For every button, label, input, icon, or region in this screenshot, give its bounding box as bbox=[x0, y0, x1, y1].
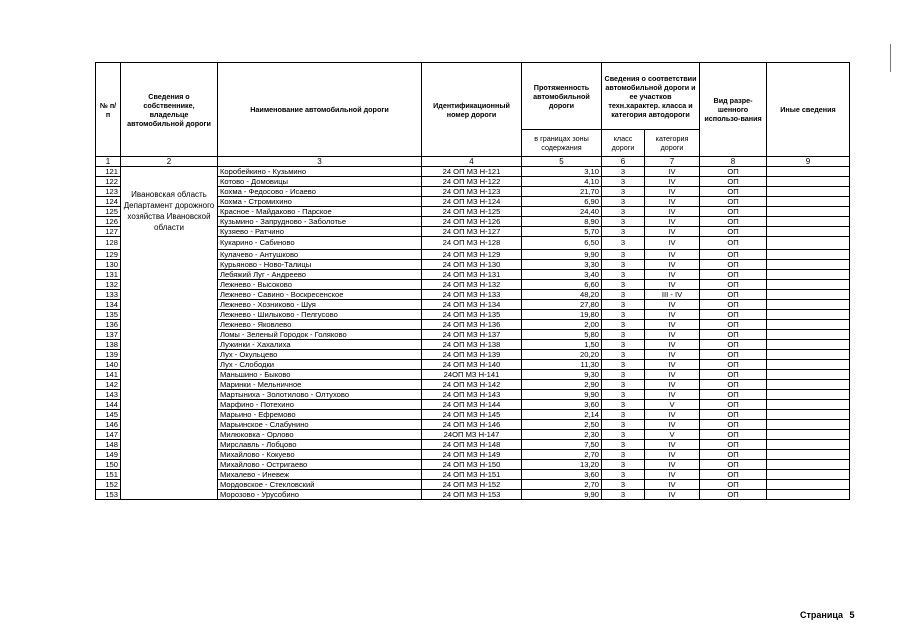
road-name: Кулачево - Антушково bbox=[218, 250, 422, 260]
road-use-type: ОП bbox=[700, 227, 767, 237]
row-number: 143 bbox=[96, 390, 121, 400]
road-name: Лежнево - Яковлево bbox=[218, 320, 422, 330]
road-id: 24 ОП МЗ Н-132 bbox=[422, 280, 522, 290]
column-number: 6 bbox=[602, 157, 645, 167]
road-name: Кузьмино - Запрудново - Заболотье bbox=[218, 217, 422, 227]
road-use-type: ОП bbox=[700, 177, 767, 187]
road-use-type: ОП bbox=[700, 490, 767, 500]
road-use-type: ОП bbox=[700, 470, 767, 480]
road-use-type: ОП bbox=[700, 320, 767, 330]
road-class: 3 bbox=[602, 217, 645, 227]
road-name: Маринки - Мельничное bbox=[218, 380, 422, 390]
road-name: Лежнево - Высоково bbox=[218, 280, 422, 290]
table-body bbox=[96, 167, 850, 500]
road-length: 2,00 bbox=[522, 320, 602, 330]
road-category: IV bbox=[645, 270, 700, 280]
road-id: 24 ОП МЗ Н-148 bbox=[422, 440, 522, 450]
other-info bbox=[767, 177, 850, 187]
road-use-type: ОП bbox=[700, 410, 767, 420]
row-number: 146 bbox=[96, 420, 121, 430]
row-number: 142 bbox=[96, 380, 121, 390]
road-use-type: ОП bbox=[700, 420, 767, 430]
road-class: 3 bbox=[602, 300, 645, 310]
other-info bbox=[767, 470, 850, 480]
road-use-type: ОП bbox=[700, 400, 767, 410]
road-use-type: ОП bbox=[700, 270, 767, 280]
other-info bbox=[767, 250, 850, 260]
road-class: 3 bbox=[602, 360, 645, 370]
road-category: V bbox=[645, 430, 700, 440]
road-use-type: ОП bbox=[700, 187, 767, 197]
road-id: 24 ОП МЗ Н-153 bbox=[422, 490, 522, 500]
road-name: Лух - Окульцево bbox=[218, 350, 422, 360]
road-length: 48,20 bbox=[522, 290, 602, 300]
header-col-owner: Сведения о собственнике, владельце автомобильной дороги bbox=[121, 63, 218, 157]
road-category: IV bbox=[645, 177, 700, 187]
road-class: 3 bbox=[602, 290, 645, 300]
road-name: Коробейкино - Кузьмино bbox=[218, 167, 422, 177]
road-id: 24 ОП МЗ Н-130 bbox=[422, 260, 522, 270]
road-id: 24 ОП МЗ Н-125 bbox=[422, 207, 522, 217]
other-info bbox=[767, 370, 850, 380]
other-info bbox=[767, 237, 850, 250]
road-use-type: ОП bbox=[700, 380, 767, 390]
road-use-type: ОП bbox=[700, 310, 767, 320]
row-number: 125 bbox=[96, 207, 121, 217]
road-name: Красное - Майдаково - Парское bbox=[218, 207, 422, 217]
other-info bbox=[767, 320, 850, 330]
road-name: Кохма - Стромихино bbox=[218, 197, 422, 207]
road-category: IV bbox=[645, 420, 700, 430]
column-number-row bbox=[96, 157, 850, 167]
road-class: 3 bbox=[602, 490, 645, 500]
road-id: 24 ОП МЗ Н-126 bbox=[422, 217, 522, 227]
road-class: 3 bbox=[602, 177, 645, 187]
row-number: 127 bbox=[96, 227, 121, 237]
road-name: Кукарино - Сабиново bbox=[218, 237, 422, 250]
road-name: Михайлово - Остригаево bbox=[218, 460, 422, 470]
header-col-road-name: Наименование автомобильной дороги bbox=[218, 63, 422, 157]
other-info bbox=[767, 197, 850, 207]
road-category: IV bbox=[645, 260, 700, 270]
other-info bbox=[767, 167, 850, 177]
road-id: 24ОП МЗ Н-147 bbox=[422, 430, 522, 440]
road-use-type: ОП bbox=[700, 300, 767, 310]
other-info bbox=[767, 490, 850, 500]
road-use-type: ОП bbox=[700, 260, 767, 270]
road-name: Курьяново - Ново-Талицы bbox=[218, 260, 422, 270]
road-use-type: ОП bbox=[700, 340, 767, 350]
road-name: Котово - Домовицы bbox=[218, 177, 422, 187]
other-info bbox=[767, 420, 850, 430]
road-use-type: ОП bbox=[700, 237, 767, 250]
road-length: 6,90 bbox=[522, 197, 602, 207]
road-length: 2,70 bbox=[522, 450, 602, 460]
road-id: 24 ОП МЗ Н-151 bbox=[422, 470, 522, 480]
other-info bbox=[767, 380, 850, 390]
road-name: Мордовское - Стекловский bbox=[218, 480, 422, 490]
road-length: 2,30 bbox=[522, 430, 602, 440]
road-category: III - IV bbox=[645, 290, 700, 300]
row-number: 141 bbox=[96, 370, 121, 380]
road-id: 24 ОП МЗ Н-124 bbox=[422, 197, 522, 207]
road-class: 3 bbox=[602, 440, 645, 450]
road-length: 19,80 bbox=[522, 310, 602, 320]
road-class: 3 bbox=[602, 420, 645, 430]
road-class: 3 bbox=[602, 270, 645, 280]
row-number: 136 bbox=[96, 320, 121, 330]
row-number: 153 bbox=[96, 490, 121, 500]
page-word: Страница bbox=[800, 610, 844, 620]
road-use-type: ОП bbox=[700, 460, 767, 470]
row-number: 137 bbox=[96, 330, 121, 340]
road-id: 24 ОП МЗ Н-146 bbox=[422, 420, 522, 430]
road-use-type: ОП bbox=[700, 440, 767, 450]
road-name: Марьино - Ефремово bbox=[218, 410, 422, 420]
row-number: 150 bbox=[96, 460, 121, 470]
road-id: 24 ОП МЗ Н-137 bbox=[422, 330, 522, 340]
page-footer bbox=[800, 610, 855, 620]
road-length: 20,20 bbox=[522, 350, 602, 360]
road-use-type: ОП bbox=[700, 350, 767, 360]
road-id: 24 ОП МЗ Н-140 bbox=[422, 360, 522, 370]
road-class: 3 bbox=[602, 237, 645, 250]
road-class: 3 bbox=[602, 187, 645, 197]
road-class: 3 bbox=[602, 370, 645, 380]
road-id: 24 ОП МЗ Н-143 bbox=[422, 390, 522, 400]
row-number: 145 bbox=[96, 410, 121, 420]
other-info bbox=[767, 350, 850, 360]
road-name: Лежнево - Хозниково - Шуя bbox=[218, 300, 422, 310]
road-class: 3 bbox=[602, 330, 645, 340]
road-name: Лебяжий Луг - Андреево bbox=[218, 270, 422, 280]
road-class: 3 bbox=[602, 340, 645, 350]
column-number: 1 bbox=[96, 157, 121, 167]
row-number: 134 bbox=[96, 300, 121, 310]
row-number: 126 bbox=[96, 217, 121, 227]
column-number: 9 bbox=[767, 157, 850, 167]
column-number: 4 bbox=[422, 157, 522, 167]
road-name: Ломы - Зеленый Городок - Голяково bbox=[218, 330, 422, 340]
other-info bbox=[767, 430, 850, 440]
row-number: 151 bbox=[96, 470, 121, 480]
road-use-type: ОП bbox=[700, 330, 767, 340]
other-info bbox=[767, 310, 850, 320]
road-length: 9,90 bbox=[522, 250, 602, 260]
road-length: 5,70 bbox=[522, 227, 602, 237]
road-name: Мирславль - Лобцово bbox=[218, 440, 422, 450]
road-id: 24 ОП МЗ Н-149 bbox=[422, 450, 522, 460]
column-number: 2 bbox=[121, 157, 218, 167]
road-id: 24 ОП МЗ Н-144 bbox=[422, 400, 522, 410]
other-info bbox=[767, 187, 850, 197]
road-class: 3 bbox=[602, 460, 645, 470]
road-use-type: ОП bbox=[700, 250, 767, 260]
road-category: IV bbox=[645, 167, 700, 177]
road-name: Марьинское - Слабунино bbox=[218, 420, 422, 430]
road-id: 24 ОП МЗ Н-129 bbox=[422, 250, 522, 260]
road-length: 1,50 bbox=[522, 340, 602, 350]
road-id: 24 ОП МЗ Н-142 bbox=[422, 380, 522, 390]
row-number: 133 bbox=[96, 290, 121, 300]
road-length: 2,14 bbox=[522, 410, 602, 420]
road-class: 3 bbox=[602, 197, 645, 207]
header-col-length: Протяженность автомобильной дороги bbox=[522, 63, 602, 130]
other-info bbox=[767, 360, 850, 370]
road-class: 3 bbox=[602, 350, 645, 360]
header-col-compliance: Сведения о соответствии автомобильной дороги и ее участков техн.характер. класса и категория автодороги bbox=[602, 63, 700, 130]
page-number: 5 bbox=[849, 610, 855, 620]
road-id: 24 ОП МЗ Н-127 bbox=[422, 227, 522, 237]
road-category: IV bbox=[645, 350, 700, 360]
road-id: 24 ОП МЗ Н-138 bbox=[422, 340, 522, 350]
road-length: 9,90 bbox=[522, 390, 602, 400]
header-col-use-type: Вид разре-шенного использо-вания bbox=[700, 63, 767, 157]
other-info bbox=[767, 290, 850, 300]
road-id: 24 ОП МЗ Н-152 bbox=[422, 480, 522, 490]
road-id: 24 ОП МЗ Н-139 bbox=[422, 350, 522, 360]
row-number: 122 bbox=[96, 177, 121, 187]
other-info bbox=[767, 330, 850, 340]
other-info bbox=[767, 450, 850, 460]
road-length: 2,70 bbox=[522, 480, 602, 490]
road-category: IV bbox=[645, 280, 700, 290]
road-category: IV bbox=[645, 300, 700, 310]
road-use-type: ОП bbox=[700, 207, 767, 217]
road-length: 3,60 bbox=[522, 470, 602, 480]
road-length: 3,30 bbox=[522, 260, 602, 270]
column-number: 8 bbox=[700, 157, 767, 167]
road-length: 24,40 bbox=[522, 207, 602, 217]
road-category: IV bbox=[645, 360, 700, 370]
road-length: 9,30 bbox=[522, 370, 602, 380]
road-name: Лужинки - Хахалиха bbox=[218, 340, 422, 350]
road-id: 24 ОП МЗ Н-135 bbox=[422, 310, 522, 320]
header-sub-length-zone: в границах зоны содержания bbox=[522, 130, 602, 157]
road-name: Мартыниха - Золотилово - Олтухово bbox=[218, 390, 422, 400]
row-number: 131 bbox=[96, 270, 121, 280]
road-category: IV bbox=[645, 217, 700, 227]
header-row bbox=[96, 63, 850, 130]
row-number: 123 bbox=[96, 187, 121, 197]
road-length: 2,90 bbox=[522, 380, 602, 390]
road-category: IV bbox=[645, 490, 700, 500]
row-number: 149 bbox=[96, 450, 121, 460]
road-length: 7,50 bbox=[522, 440, 602, 450]
row-number: 129 bbox=[96, 250, 121, 260]
road-length: 6,60 bbox=[522, 280, 602, 290]
road-category: IV bbox=[645, 450, 700, 460]
road-class: 3 bbox=[602, 227, 645, 237]
header-col-road-id: Идентификационный номер дороги bbox=[422, 63, 522, 157]
road-category: IV bbox=[645, 250, 700, 260]
road-category: IV bbox=[645, 440, 700, 450]
road-id: 24ОП МЗ Н-141 bbox=[422, 370, 522, 380]
road-class: 3 bbox=[602, 450, 645, 460]
road-length: 4,10 bbox=[522, 177, 602, 187]
road-id: 24 ОП МЗ Н-134 bbox=[422, 300, 522, 310]
road-length: 3,10 bbox=[522, 167, 602, 177]
other-info bbox=[767, 460, 850, 470]
road-category: IV bbox=[645, 187, 700, 197]
roads-table bbox=[95, 62, 850, 500]
other-info bbox=[767, 390, 850, 400]
road-use-type: ОП bbox=[700, 217, 767, 227]
road-class: 3 bbox=[602, 320, 645, 330]
road-category: IV bbox=[645, 480, 700, 490]
road-id: 24 ОП МЗ Н-122 bbox=[422, 177, 522, 187]
road-category: IV bbox=[645, 470, 700, 480]
header-col-number: № п/п bbox=[96, 63, 121, 157]
road-length: 3,40 bbox=[522, 270, 602, 280]
header-col-other-info: Иные сведения bbox=[767, 63, 850, 157]
table-row bbox=[96, 167, 850, 177]
road-use-type: ОП bbox=[700, 480, 767, 490]
road-class: 3 bbox=[602, 167, 645, 177]
other-info bbox=[767, 207, 850, 217]
row-number: 121 bbox=[96, 167, 121, 177]
road-id: 24 ОП МЗ Н-136 bbox=[422, 320, 522, 330]
other-info bbox=[767, 410, 850, 420]
road-use-type: ОП bbox=[700, 360, 767, 370]
road-use-type: ОП bbox=[700, 370, 767, 380]
other-info bbox=[767, 400, 850, 410]
road-class: 3 bbox=[602, 480, 645, 490]
row-number: 138 bbox=[96, 340, 121, 350]
road-length: 5,80 bbox=[522, 330, 602, 340]
road-class: 3 bbox=[602, 410, 645, 420]
road-name: Михайлово - Кокуево bbox=[218, 450, 422, 460]
road-category: IV bbox=[645, 310, 700, 320]
road-class: 3 bbox=[602, 250, 645, 260]
road-length: 9,90 bbox=[522, 490, 602, 500]
road-class: 3 bbox=[602, 380, 645, 390]
other-info bbox=[767, 270, 850, 280]
row-number: 135 bbox=[96, 310, 121, 320]
road-class: 3 bbox=[602, 430, 645, 440]
road-category: IV bbox=[645, 390, 700, 400]
other-info bbox=[767, 227, 850, 237]
road-id: 24 ОП МЗ Н-133 bbox=[422, 290, 522, 300]
header-sub-class: класс дороги bbox=[602, 130, 645, 157]
row-number: 144 bbox=[96, 400, 121, 410]
road-id: 24 ОП МЗ Н-150 bbox=[422, 460, 522, 470]
road-class: 3 bbox=[602, 207, 645, 217]
road-name: Маньшино - Быково bbox=[218, 370, 422, 380]
road-category: IV bbox=[645, 320, 700, 330]
other-info bbox=[767, 480, 850, 490]
road-class: 3 bbox=[602, 280, 645, 290]
road-category: IV bbox=[645, 330, 700, 340]
road-class: 3 bbox=[602, 310, 645, 320]
road-id: 24 ОП МЗ Н-131 bbox=[422, 270, 522, 280]
road-name: Кохма - Федосово - Исаево bbox=[218, 187, 422, 197]
road-category: IV bbox=[645, 340, 700, 350]
row-number: 124 bbox=[96, 197, 121, 207]
row-number: 148 bbox=[96, 440, 121, 450]
road-length: 11,30 bbox=[522, 360, 602, 370]
road-class: 3 bbox=[602, 400, 645, 410]
road-category: IV bbox=[645, 460, 700, 470]
other-info bbox=[767, 440, 850, 450]
road-category: IV bbox=[645, 197, 700, 207]
road-length: 3,60 bbox=[522, 400, 602, 410]
road-length: 21,70 bbox=[522, 187, 602, 197]
road-use-type: ОП bbox=[700, 430, 767, 440]
road-category: IV bbox=[645, 237, 700, 250]
column-number: 5 bbox=[522, 157, 602, 167]
owner-cell: Ивановская область Департамент дорожного хозяйства Ивановской области bbox=[121, 167, 218, 500]
road-category: IV bbox=[645, 370, 700, 380]
road-use-type: ОП bbox=[700, 450, 767, 460]
column-number: 7 bbox=[645, 157, 700, 167]
road-name: Михалево - Иневеж bbox=[218, 470, 422, 480]
road-length: 2,50 bbox=[522, 420, 602, 430]
column-number: 3 bbox=[218, 157, 422, 167]
road-length: 13,20 bbox=[522, 460, 602, 470]
row-number: 128 bbox=[96, 237, 121, 250]
road-category: IV bbox=[645, 207, 700, 217]
road-length: 8,90 bbox=[522, 217, 602, 227]
road-category: V bbox=[645, 400, 700, 410]
road-class: 3 bbox=[602, 260, 645, 270]
road-class: 3 bbox=[602, 470, 645, 480]
road-use-type: ОП bbox=[700, 167, 767, 177]
road-name: Лежнево - Савино - Воскресенское bbox=[218, 290, 422, 300]
road-id: 24 ОП МЗ Н-121 bbox=[422, 167, 522, 177]
road-id: 24 ОП МЗ Н-128 bbox=[422, 237, 522, 250]
row-number: 132 bbox=[96, 280, 121, 290]
road-id: 24 ОП МЗ Н-123 bbox=[422, 187, 522, 197]
road-use-type: ОП bbox=[700, 290, 767, 300]
row-number: 140 bbox=[96, 360, 121, 370]
header-sub-category: категория дороги bbox=[645, 130, 700, 157]
edge-marker bbox=[890, 44, 891, 72]
row-number: 139 bbox=[96, 350, 121, 360]
road-name: Морозово - Урусобино bbox=[218, 490, 422, 500]
road-name: Марфино - Потехино bbox=[218, 400, 422, 410]
row-number: 130 bbox=[96, 260, 121, 270]
other-info bbox=[767, 217, 850, 227]
road-category: IV bbox=[645, 380, 700, 390]
other-info bbox=[767, 300, 850, 310]
road-name: Кузяево - Ратчино bbox=[218, 227, 422, 237]
other-info bbox=[767, 280, 850, 290]
row-number: 147 bbox=[96, 430, 121, 440]
road-name: Лух - Слободки bbox=[218, 360, 422, 370]
road-name: Милюковка - Орлово bbox=[218, 430, 422, 440]
road-length: 6,50 bbox=[522, 237, 602, 250]
road-category: IV bbox=[645, 227, 700, 237]
road-use-type: ОП bbox=[700, 280, 767, 290]
other-info bbox=[767, 260, 850, 270]
road-length: 27,80 bbox=[522, 300, 602, 310]
road-category: IV bbox=[645, 410, 700, 420]
row-number: 152 bbox=[96, 480, 121, 490]
road-name: Лежнево - Шилыково - Пелгусово bbox=[218, 310, 422, 320]
road-use-type: ОП bbox=[700, 197, 767, 207]
other-info bbox=[767, 340, 850, 350]
road-use-type: ОП bbox=[700, 390, 767, 400]
road-class: 3 bbox=[602, 390, 645, 400]
road-id: 24 ОП МЗ Н-145 bbox=[422, 410, 522, 420]
